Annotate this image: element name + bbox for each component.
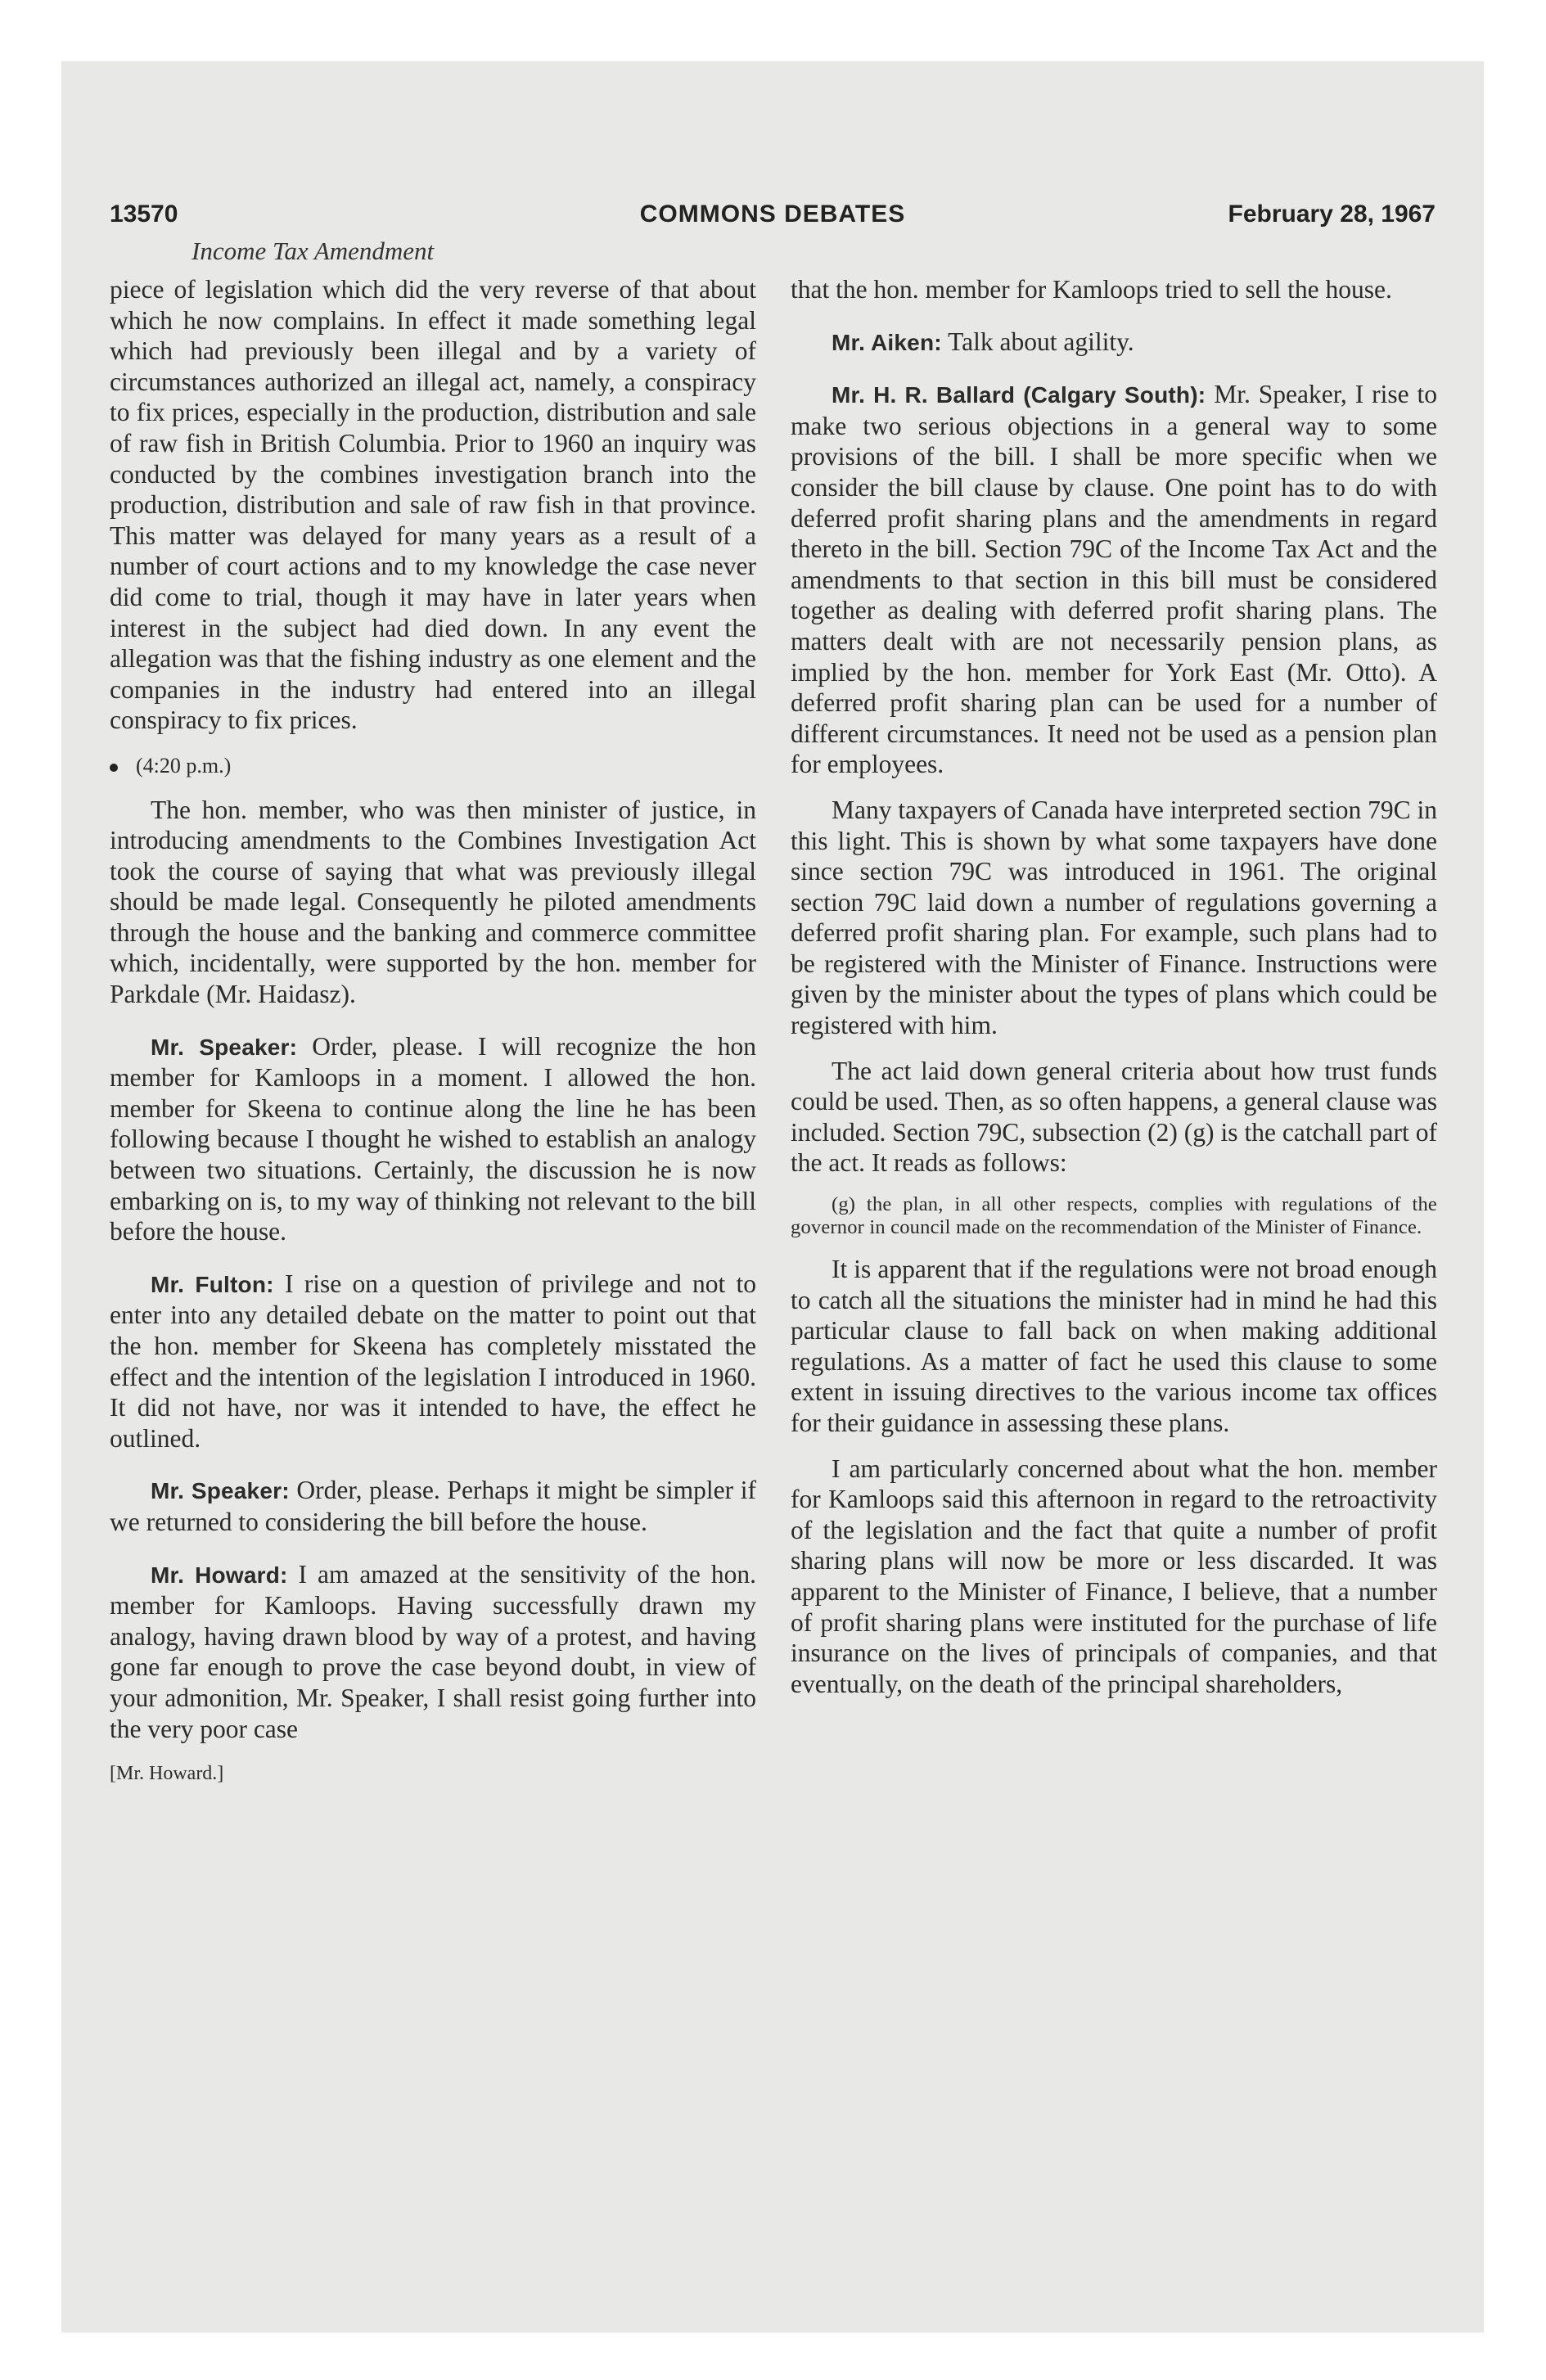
document-page	[110, 201, 1436, 2206]
paragraph: The hon. member, who was then minister of justice, in introducing amendments to the Combines Investigation Act took the course of saying that what was previously illegal should be made legal. Consequently he piloted amendments through the house and the banking and commerce committee which, incidentally, were supported by the hon. member for Parkdale (Mr. Haidasz).	[110, 795, 756, 1009]
block-quote: (g) the plan, in all other respects, complies with regulations of the governor in council made on the recommendation of the Minister of Finance.	[791, 1193, 1437, 1239]
speech-text: I am amazed at the sensitivity of the hon. member for Kamloops. Having successfully drawn my analogy, having drawn blood by way of a protest, and having gone far enough to prove the case beyond doubt, in view of your admonition, Mr. Speaker, I shall resist going further into the very poor case	[110, 1559, 756, 1743]
section-title: Income Tax Amendment	[192, 237, 435, 265]
timestamp	[110, 751, 756, 782]
timestamp-text: (4:20 p.m.)	[136, 753, 232, 778]
speaker-footer: [Mr. Howard.]	[110, 1763, 224, 1785]
speech-text: Order, please. Perhaps it might be simpler if we returned to considering the bill before the house.	[110, 1476, 756, 1536]
paragraph: that the hon. member for Kamloops tried to sell the house.	[791, 275, 1392, 304]
speech	[110, 1269, 756, 1454]
speech	[791, 327, 1437, 358]
page-number: 13570	[110, 201, 178, 228]
speaker-name: Mr. H. R. Ballard (Calgary South):	[832, 382, 1206, 408]
paragraph: The act laid down general criteria about how trust funds could be used. Then, as so often happens, a general clause was included. Section 79C, subsection (2) (g) is the catchall part of the act. It reads as follows:	[791, 1056, 1437, 1178]
right-column	[791, 274, 1437, 1714]
journal-title: COMMONS DEBATES	[639, 201, 906, 228]
speech-text: I rise on a question of privilege and not to enter into any detailed debate on the matter to point out that the hon. member for Skeena has completely misstated the effect and the intention of the legislation I introduced in 1960. It did not have, nor was it intended to have, the effect he outlined.	[110, 1269, 756, 1453]
speaker-name: Mr. Speaker:	[151, 1478, 290, 1504]
paragraph: Many taxpayers of Canada have interpreted section 79C in this light. This is shown by what some taxpayers have done since section 79C was introduced in 1961. The original section 79C laid down a number of regulations governing a deferred profit sharing plan. For example, such plans had to be registered with the Minister of Finance. Instructions were given by the minister about the types of plans which could be registered with him.	[791, 795, 1438, 1040]
paragraph: It is apparent that if the regulations were not broad enough to catch all the situations the minister had in mind he had this particular clause to fall back on when making additional regulations. As a matter of fact he used this clause to some extent in issuing directives to the various income tax offices for their guidance in assessing these plans.	[791, 1255, 1437, 1437]
speaker-name: Mr. Speaker:	[151, 1034, 298, 1060]
left-column	[110, 274, 756, 1790]
page-header	[110, 201, 1436, 237]
speech	[110, 1031, 756, 1247]
speech	[110, 1475, 756, 1537]
paragraph: piece of legislation which did the very reverse of that about which he now complains. In effect it made something legal which had previously been illegal and by a variety of circumstances authorized an illegal act, namely, a conspiracy to fix prices, especially in the production, distribution and sale of raw fish in British Columbia. Prior to 1960 an inquiry was conducted by the combines investigation branch into the production, distribution and sale of raw fish in that province. This matter was delayed for many years as a result of a number of court actions and to my knowledge the case never did come to trial, though it may have in later years when interest in the subject had died down. In any event the allegation was that the fishing industry as one element and the companies in the industry had entered into an illegal conspiracy to fix prices.	[110, 275, 756, 735]
bullet-icon	[110, 764, 118, 772]
speech-text: Order, please. I will recognize the hon member for Kamloops in a moment. I allowed the hon. member for Skeena to continue along the line he has been following because I thought he wished to establish an analogy between two situations. Certainly, the discussion he is now embarking on is, to my way of thinking not relevant to the bill before the house.	[110, 1031, 757, 1246]
paragraph: I am particularly concerned about what the hon. member for Kamloops said this afternoon in regard to the retroactivity of the legislation and the fact that quite a number of profit sharing plans will now be more or less discarded. It was apparent to the Minister of Finance, I believe, that a number of profit sharing plans were instituted for the purchase of life insurance on the lives of principals of companies, and that eventually, on the death of the principal shareholders,	[791, 1454, 1437, 1698]
speaker-name: Mr. Aiken:	[832, 329, 942, 355]
speaker-name: Mr. Fulton:	[151, 1271, 274, 1297]
speech-text: Mr. Speaker, I rise to make two serious objections in a general way to some provisions of the bill. I shall be more specific when we consider the bill clause by clause. One point has to do with deferred profit sharing plans and the amendments in regard thereto in the bill. Section 79C of the Income Tax Act and the amendments to that section in this bill must be considered together as dealing with deferred profit sharing plans. The matters dealt with are not necessarily pension plans, as implied by the hon. member for York East (Mr. Otto). A deferred profit sharing plan can be used for a number of different circumstances. It need not be used as a pension plan for employees.	[791, 380, 1438, 779]
speaker-name: Mr. Howard:	[151, 1562, 288, 1588]
issue-date: February 28, 1967	[1228, 201, 1436, 228]
speech-text: Talk about agility.	[948, 327, 1134, 356]
speech	[110, 1559, 756, 1745]
speech	[791, 379, 1437, 780]
